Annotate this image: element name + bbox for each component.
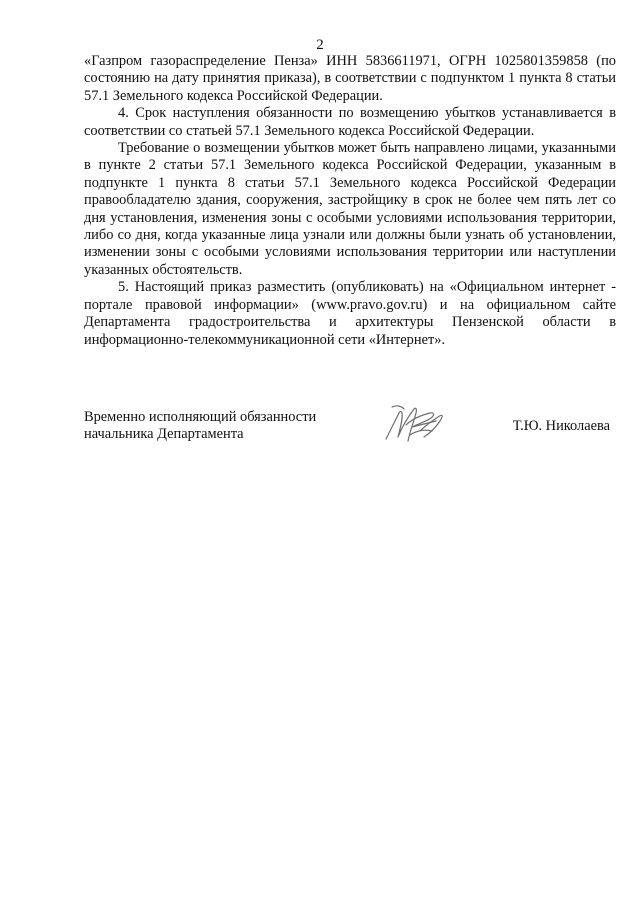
signer-position-line-1: Временно исполняющий обязанности — [84, 409, 317, 425]
signature-block — [84, 409, 616, 459]
signer-position — [84, 409, 354, 444]
signer-name: Т.Ю. Николаева — [512, 418, 610, 434]
signer-position-line-2: начальника Департамента — [84, 426, 244, 443]
paragraph-damages-claim: Требование о возмещении убытков может быть направлено лицами, указанными в пункте 2 статьи 57.1 Земельного кодекса Российской Федерации, указанным в подпункте 1 пункта 8 статьи 57.1 Земельного кодекса Российской Федерации правообладателю здания, сооружения, застройщику в срок не более чем пять лет со дня установления, изменения зоны с особыми условиями использования территории, либо со дня, когда указанные лица узнали или должны были узнать об установлении, изменении зоны с особыми условиями использования территории или наступлении указанных обстоятельств. — [84, 140, 616, 278]
paragraph-item-5: 5. Настоящий приказ разместить (опубликовать) на «Официальном интернет - портале правовой информации» (www.pravo.gov.ru) и на официальном сайте Департамента градостроительства и архитектуры Пензенской области в информационно-телекоммуникационной сети «Интернет». — [84, 279, 616, 348]
paragraph-continuation: «Газпром газораспределение Пенза» ИНН 5836611971, ОГРН 1025801359858 (по состоянию на дату принятия приказа), в соответствии с подпунктом 1 пункта 8 статьи 57.1 Земельного кодекса Российской Федерации. — [84, 53, 616, 104]
signature-stroke-main — [386, 408, 416, 441]
paragraph-item-4: 4. Срок наступления обязанности по возмещению убытков устанавливается в соответствии со статьей 57.1 Земельного кодекса Российской Федерации. — [84, 105, 616, 139]
document-body — [84, 53, 616, 349]
handwritten-signature — [380, 401, 450, 447]
page-number: 2 — [316, 37, 324, 53]
